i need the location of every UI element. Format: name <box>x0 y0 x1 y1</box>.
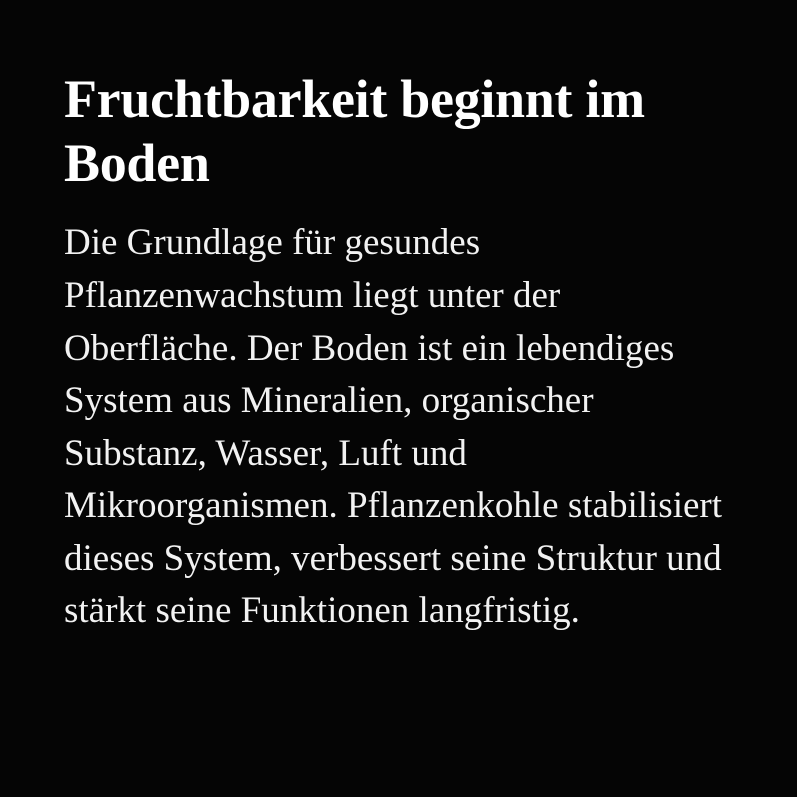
body-paragraph: Die Grundlage für gesundes Pflanzenwachstum liegt unter der Oberfläche. Der Boden ist ein lebendiges System aus Mineralien, organischer Substanz, Wasser, Luft und Mikroorganismen. Pflanzenkohle stabilisiert dieses System, verbessert seine Struktur und stärkt seine Funktionen langfristig. <box>64 222 722 632</box>
page-title: Fruchtbarkeit beginnt im Boden <box>64 69 645 193</box>
